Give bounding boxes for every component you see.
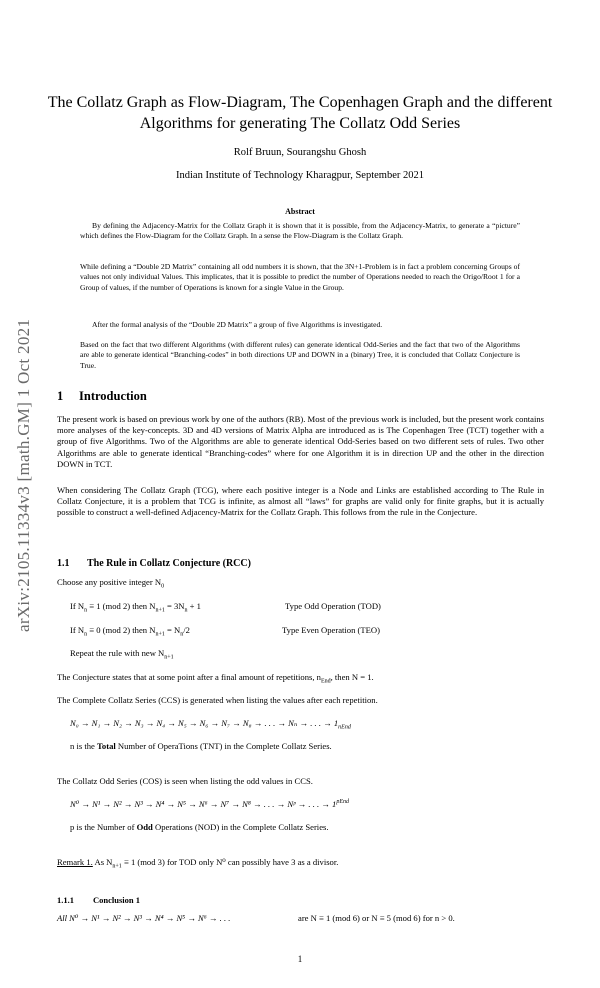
institution: Indian Institute of Technology Kharagpur, September 2021 [176,170,424,181]
arxiv-side-label: arXiv:2105.11334v3 [math.GM] 1 Oct 2021 [14,318,33,632]
section-heading-introduction [57,389,147,404]
abstract-paragraph-3: After the formal analysis of the “Double 2D Matrix” a group of five Algorithms is investigated. [92,320,383,329]
authors: Rolf Bruun, Sourangshu Ghosh [233,147,367,158]
remark-1: Remark 1. As $N_{n+1} \equiv 1$ (mod 3) for TOD only N⁰ can possibly have 3 as a divisor. [57,857,339,870]
conclusion-line-condition: are N ≡ 1 (mod 6) or N ≡ 5 (mod 6) for n > 0. [298,913,455,923]
page-number: 1 [297,954,303,964]
paper-title: The Collatz Graph as Flow-Diagram, The Copenhagen Graph and the different Algorithms for generating The Collatz Odd Series [47,94,553,132]
tnt-definition: n is the Total Number of OperaTions (TNT) in the Complete Collatz Series. [70,741,332,751]
choose-line: Choose any positive integer $N_0$ [57,577,165,590]
intro-paragraph-2: When considering The Collatz Graph (TCG), where each positive integer is a Node and Links are established according to The Rule in Collatz Conjecture, it is a problem that TCG is infinite, as almost all “laws” for graphs are valid only for finite graphs, but it is actually possible to construct a well-defined Adjacency-Matrix for the Collatz Graph. This follows from the rule in the Conjecture. [57,485,544,518]
repeat-line: Repeat the rule with new $N_{n+1}$ [70,648,174,661]
subsubsection-title: Conclusion 1 [93,895,140,905]
tod-label: Type Odd Operation (TOD) [285,601,381,611]
subsubsection-number: 1.1.1 [57,895,74,905]
section-number: 1 [57,389,64,403]
ccs-series: N₀ → N₁ → N₂ → N₃ → N₄ → N₅ → N₆ → N₇ → N₈ → . . . → Nₙ → . . . → $1_{nEnd}$ [70,718,351,731]
nod-definition: p is the Number of Odd Operations (NOD) in the Complete Collatz Series. [70,822,329,832]
rule-odd-line: If $N_n \equiv 1$ (mod 2) then $N_{n+1} = 3N_n + 1$ [70,601,201,614]
subsection-number: 1.1 [57,558,70,569]
subsection-heading-rcc [57,558,251,569]
abstract-paragraph-1: By defining the Adjacency-Matrix for the Collatz Graph it is shown that it is possible, from the Adjacency-Matrix, to generate a “picture” which defines the Flow-Diagram for the Collatz Graph. In a sense the Flow-Diagram is the Collatz Graph. [80,221,520,241]
abstract-paragraph-4: Based on the fact that two different Algorithms (with different rules) can generate identical Odd-Series and the fact that two of the Algorithms are able to generate identical “Branching-codes” in both directions UP and DOWN in a (binary) Tree, it is concluded that Collatz Conjecture is True. [80,340,520,370]
ccs-description: The Complete Collatz Series (CCS) is generated when listing the values after each repetition. [57,695,378,705]
cos-description: The Collatz Odd Series (COS) is seen when listing the odd values in CCS. [57,776,313,786]
section-title: Introduction [79,389,147,403]
cos-series: N⁰ → N¹ → N² → N³ → N⁴ → N⁵ → N⁶ → N⁷ → N⁸ → . . . → Nᵖ → . . . → $1^{pEnd}$ [70,799,350,809]
subsection-title: The Rule in Collatz Conjecture (RCC) [87,558,251,569]
conclusion-line-series: All N⁰ → N¹ → N² → N³ → N⁴ → N⁵ → N⁶ → . . . [57,913,231,923]
abstract-heading: Abstract [285,207,315,216]
subsubsection-heading-conclusion [57,895,140,905]
teo-label: Type Even Operation (TEO) [282,625,380,635]
intro-paragraph-1: The present work is based on previous work by one of the authors (RB). Most of the previous work is included, but the present work contains more analyses of the key-concepts. 3D and 4D versions of Matrix Alpha are introduced as is The Copenhagen Tree (TCT) together with a group of five Algorithms. Two of the Algorithms are able to generate identical Odd-Series based on two different sets of rules. Two other Algorithms are able to generate identical “Branching-codes” where for one Algorithm it is in direction UP and the other in the direction DOWN in TCT. [57,414,544,469]
rule-even-line: If $N_n \equiv 0$ (mod 2) then $N_{n+1} = N_n/2$ [70,625,190,638]
conjecture-statement: The Conjecture states that at some point after a final amount of repetitions, $n_{End}$, then N = 1. [57,672,374,685]
abstract-paragraph-2: While defining a “Double 2D Matrix” containing all odd numbers it is shown, that the 3N+1-Problem is in fact a problem concerning Groups of values not only individual Values. This implicates, that it is possible to predict the number of Operations needed to reach the Origo/Root 1 for a Group of values, if the number of Operations is known for a single Value in the Group. [80,262,520,292]
